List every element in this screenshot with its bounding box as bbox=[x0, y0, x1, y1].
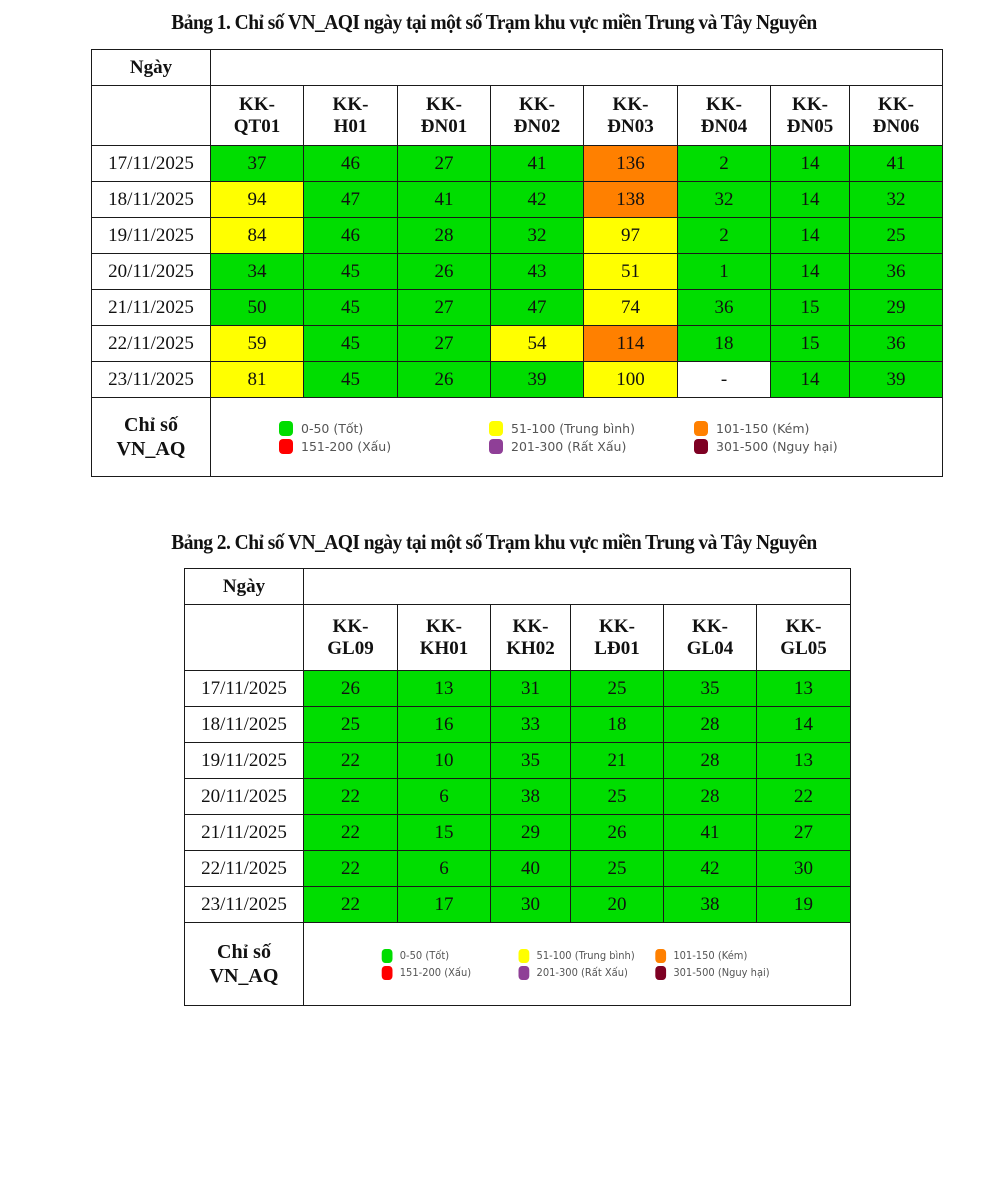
station-header bbox=[211, 86, 304, 146]
station-code: ĐN04 bbox=[700, 115, 748, 137]
aqi-value-cell: 22 bbox=[304, 851, 398, 887]
station-prefix: KK- bbox=[612, 93, 649, 115]
aqi-value-cell: 40 bbox=[491, 851, 571, 887]
aqi-value-cell: 43 bbox=[491, 254, 584, 290]
station-header bbox=[571, 605, 664, 671]
date-cell: 23/11/2025 bbox=[185, 887, 304, 923]
legend-item bbox=[694, 439, 874, 454]
color-swatch-icon bbox=[279, 421, 293, 436]
aqi-value-cell: 22 bbox=[757, 779, 851, 815]
table-row bbox=[185, 887, 851, 923]
date-cell: 18/11/2025 bbox=[92, 182, 211, 218]
aqi-value-cell: 25 bbox=[571, 779, 664, 815]
aqi-value-cell: 14 bbox=[771, 182, 850, 218]
aqi-value-cell: 27 bbox=[398, 326, 491, 362]
color-swatch-icon bbox=[694, 439, 708, 454]
header-row-1 bbox=[92, 50, 943, 86]
aqi-value-cell: 2 bbox=[678, 146, 771, 182]
station-code: GL04 bbox=[686, 637, 734, 659]
aqi-value-cell: 59 bbox=[211, 326, 304, 362]
aqi-value-cell: 39 bbox=[491, 362, 584, 398]
table-row bbox=[185, 779, 851, 815]
aqi-value-cell: 28 bbox=[664, 743, 757, 779]
station-code: ĐN01 bbox=[420, 115, 468, 137]
table-row bbox=[185, 671, 851, 707]
aqi-value-cell: 2 bbox=[678, 218, 771, 254]
aqi-value-cell: 42 bbox=[664, 851, 757, 887]
legend-title-line-2: VN_AQ bbox=[116, 438, 186, 460]
aqi-table-2 bbox=[184, 568, 851, 1006]
aqi-value-cell: 29 bbox=[491, 815, 571, 851]
aqi-value-cell: 100 bbox=[584, 362, 678, 398]
station-header bbox=[664, 605, 757, 671]
station-header bbox=[584, 86, 678, 146]
aqi-value-cell: 13 bbox=[757, 671, 851, 707]
aqi-value-cell: 30 bbox=[757, 851, 851, 887]
legend-title-line-1: Chỉ số bbox=[124, 414, 178, 436]
legend-item bbox=[694, 421, 874, 436]
aqi-value-cell: 15 bbox=[771, 290, 850, 326]
aqi-value-cell: - bbox=[678, 362, 771, 398]
aqi-value-cell: 20 bbox=[571, 887, 664, 923]
table-row bbox=[92, 326, 943, 362]
legend-cell bbox=[304, 923, 851, 1006]
aqi-value-cell: 41 bbox=[664, 815, 757, 851]
station-prefix: KK- bbox=[426, 615, 462, 637]
station-prefix: KK- bbox=[785, 615, 822, 637]
aqi-value-cell: 38 bbox=[664, 887, 757, 923]
color-swatch-icon bbox=[519, 949, 530, 963]
station-prefix: KK- bbox=[426, 93, 462, 115]
aqi-value-cell: 42 bbox=[491, 182, 584, 218]
aqi-value-cell: 136 bbox=[584, 146, 678, 182]
legend-label: 0-50 (Tốt) bbox=[399, 949, 450, 962]
aqi-value-cell: 47 bbox=[491, 290, 584, 326]
aqi-value-cell: 25 bbox=[571, 671, 664, 707]
station-prefix: KK- bbox=[512, 615, 549, 637]
station-header bbox=[771, 86, 850, 146]
legend-label: 151-200 (Xấu) bbox=[301, 438, 392, 454]
header-row-2 bbox=[185, 605, 851, 671]
legend-label: 101-150 (Kém) bbox=[673, 949, 748, 962]
aqi-value-cell: 1 bbox=[678, 254, 771, 290]
aqi-value-cell: 15 bbox=[398, 815, 491, 851]
aqi-value-cell: 34 bbox=[211, 254, 304, 290]
aqi-value-cell: 22 bbox=[304, 815, 398, 851]
aqi-table-1 bbox=[91, 49, 943, 477]
aqi-value-cell: 27 bbox=[398, 290, 491, 326]
aqi-value-cell: 94 bbox=[211, 182, 304, 218]
legend-label: 301-500 (Nguy hại) bbox=[673, 966, 770, 979]
table-row bbox=[92, 146, 943, 182]
aqi-value-cell: 19 bbox=[757, 887, 851, 923]
legend-title bbox=[185, 923, 304, 1006]
aqi-value-cell: 38 bbox=[491, 779, 571, 815]
date-cell: 22/11/2025 bbox=[92, 326, 211, 362]
table-row bbox=[92, 218, 943, 254]
aqi-value-cell: 21 bbox=[571, 743, 664, 779]
aqi-value-cell: 31 bbox=[491, 671, 571, 707]
table-row bbox=[92, 290, 943, 326]
table-row bbox=[185, 707, 851, 743]
legend-item bbox=[519, 949, 656, 963]
empty-header-cell bbox=[92, 86, 211, 146]
aqi-value-cell: 22 bbox=[304, 887, 398, 923]
aqi-value-cell: 81 bbox=[211, 362, 304, 398]
legend-item bbox=[489, 421, 694, 436]
legend-row bbox=[92, 398, 943, 477]
aqi-value-cell: 74 bbox=[584, 290, 678, 326]
legend-item bbox=[655, 949, 772, 963]
aqi-value-cell: 32 bbox=[678, 182, 771, 218]
aqi-legend bbox=[331, 949, 822, 980]
header-row-1 bbox=[185, 569, 851, 605]
legend-item bbox=[279, 439, 489, 454]
table-row bbox=[185, 743, 851, 779]
aqi-value-cell: 36 bbox=[850, 254, 943, 290]
aqi-value-cell: 14 bbox=[771, 146, 850, 182]
color-swatch-icon bbox=[519, 966, 530, 980]
aqi-value-cell: 97 bbox=[584, 218, 678, 254]
aqi-value-cell: 28 bbox=[398, 218, 491, 254]
color-swatch-icon bbox=[489, 421, 503, 436]
legend-item bbox=[279, 421, 489, 436]
date-cell: 23/11/2025 bbox=[92, 362, 211, 398]
station-code: ĐN03 bbox=[607, 115, 654, 137]
station-prefix: KK- bbox=[878, 93, 914, 115]
legend-label: 301-500 (Nguy hại) bbox=[716, 438, 838, 454]
station-prefix: KK- bbox=[706, 93, 742, 115]
aqi-value-cell: 32 bbox=[850, 182, 943, 218]
legend-item bbox=[519, 966, 656, 980]
table-row bbox=[185, 851, 851, 887]
aqi-value-cell: 35 bbox=[664, 671, 757, 707]
station-code: H01 bbox=[333, 115, 368, 137]
aqi-legend bbox=[211, 421, 942, 454]
aqi-value-cell: 6 bbox=[398, 779, 491, 815]
legend-item bbox=[489, 439, 694, 454]
legend-label: 151-200 (Xấu) bbox=[399, 966, 472, 979]
station-prefix: KK- bbox=[599, 615, 635, 637]
aqi-value-cell: 37 bbox=[211, 146, 304, 182]
aqi-value-cell: 26 bbox=[571, 815, 664, 851]
station-code: GL09 bbox=[327, 637, 374, 659]
legend-title-line-2: VN_AQ bbox=[209, 965, 279, 987]
color-swatch-icon bbox=[279, 439, 293, 454]
aqi-value-cell: 47 bbox=[304, 182, 398, 218]
station-header bbox=[304, 605, 398, 671]
legend-title bbox=[92, 398, 211, 477]
stations-header-span bbox=[211, 50, 943, 86]
aqi-value-cell: 36 bbox=[678, 290, 771, 326]
aqi-value-cell: 46 bbox=[304, 218, 398, 254]
aqi-value-cell: 25 bbox=[571, 851, 664, 887]
station-prefix: KK- bbox=[692, 615, 728, 637]
aqi-value-cell: 13 bbox=[757, 743, 851, 779]
legend-label: 201-300 (Rất Xấu) bbox=[536, 966, 628, 979]
station-header bbox=[757, 605, 851, 671]
color-swatch-icon bbox=[382, 966, 393, 980]
station-code: GL05 bbox=[780, 637, 827, 659]
date-cell: 21/11/2025 bbox=[92, 290, 211, 326]
date-cell: 17/11/2025 bbox=[92, 146, 211, 182]
aqi-value-cell: 13 bbox=[398, 671, 491, 707]
date-header: Ngày bbox=[185, 569, 304, 605]
legend-row bbox=[185, 923, 851, 1006]
station-prefix: KK- bbox=[332, 93, 369, 115]
table-row bbox=[92, 254, 943, 290]
date-cell: 18/11/2025 bbox=[185, 707, 304, 743]
station-prefix: KK- bbox=[519, 93, 555, 115]
station-prefix: KK- bbox=[792, 93, 828, 115]
aqi-value-cell: 51 bbox=[584, 254, 678, 290]
aqi-value-cell: 45 bbox=[304, 326, 398, 362]
date-cell: 20/11/2025 bbox=[185, 779, 304, 815]
stations-header-span bbox=[304, 569, 851, 605]
station-header bbox=[398, 605, 491, 671]
aqi-value-cell: 138 bbox=[584, 182, 678, 218]
station-header bbox=[304, 86, 398, 146]
color-swatch-icon bbox=[655, 966, 666, 980]
aqi-value-cell: 22 bbox=[304, 743, 398, 779]
aqi-value-cell: 26 bbox=[398, 362, 491, 398]
station-header bbox=[678, 86, 771, 146]
station-header bbox=[850, 86, 943, 146]
color-swatch-icon bbox=[655, 949, 666, 963]
table1-title: Bảng 1. Chỉ số VN_AQI ngày tại một số Trạm khu vực miền Trung và Tây Nguyên bbox=[171, 10, 817, 34]
station-code: ĐN02 bbox=[513, 115, 561, 137]
station-code: KH01 bbox=[419, 637, 469, 659]
empty-header-cell bbox=[185, 605, 304, 671]
aqi-value-cell: 84 bbox=[211, 218, 304, 254]
legend-label: 0-50 (Tốt) bbox=[301, 420, 364, 436]
aqi-value-cell: 114 bbox=[584, 326, 678, 362]
legend-title-line-1: Chỉ số bbox=[217, 941, 271, 963]
date-cell: 21/11/2025 bbox=[185, 815, 304, 851]
aqi-value-cell: 41 bbox=[491, 146, 584, 182]
date-cell: 19/11/2025 bbox=[92, 218, 211, 254]
legend-item bbox=[382, 949, 519, 963]
station-code: KH02 bbox=[506, 637, 555, 659]
aqi-value-cell: 50 bbox=[211, 290, 304, 326]
aqi-value-cell: 16 bbox=[398, 707, 491, 743]
table2-title: Bảng 2. Chỉ số VN_AQI ngày tại một số Trạm khu vực miền Trung và Tây Nguyên bbox=[171, 530, 817, 554]
station-code: ĐN05 bbox=[786, 115, 834, 137]
station-header bbox=[491, 605, 571, 671]
aqi-value-cell: 45 bbox=[304, 290, 398, 326]
aqi-value-cell: 14 bbox=[771, 218, 850, 254]
station-code: LĐ01 bbox=[594, 637, 640, 659]
legend-label: 51-100 (Trung bình) bbox=[511, 420, 635, 436]
aqi-value-cell: 6 bbox=[398, 851, 491, 887]
color-swatch-icon bbox=[489, 439, 503, 454]
station-code: ĐN06 bbox=[872, 115, 920, 137]
legend-cell bbox=[211, 398, 943, 477]
legend-item bbox=[655, 966, 772, 980]
station-code: QT01 bbox=[233, 115, 281, 137]
header-row-2 bbox=[92, 86, 943, 146]
table-row bbox=[92, 362, 943, 398]
aqi-value-cell: 27 bbox=[757, 815, 851, 851]
aqi-value-cell: 39 bbox=[850, 362, 943, 398]
aqi-value-cell: 45 bbox=[304, 362, 398, 398]
legend-label: 201-300 (Rất Xấu) bbox=[511, 438, 627, 454]
aqi-value-cell: 14 bbox=[771, 362, 850, 398]
aqi-value-cell: 41 bbox=[398, 182, 491, 218]
aqi-value-cell: 35 bbox=[491, 743, 571, 779]
aqi-value-cell: 26 bbox=[304, 671, 398, 707]
aqi-value-cell: 25 bbox=[304, 707, 398, 743]
color-swatch-icon bbox=[694, 421, 708, 436]
aqi-value-cell: 14 bbox=[757, 707, 851, 743]
aqi-value-cell: 41 bbox=[850, 146, 943, 182]
date-header: Ngày bbox=[92, 50, 211, 86]
aqi-value-cell: 33 bbox=[491, 707, 571, 743]
aqi-value-cell: 18 bbox=[678, 326, 771, 362]
color-swatch-icon bbox=[382, 949, 393, 963]
table-row bbox=[185, 815, 851, 851]
table-row bbox=[92, 182, 943, 218]
aqi-value-cell: 18 bbox=[571, 707, 664, 743]
date-cell: 20/11/2025 bbox=[92, 254, 211, 290]
aqi-value-cell: 36 bbox=[850, 326, 943, 362]
aqi-value-cell: 22 bbox=[304, 779, 398, 815]
aqi-value-cell: 30 bbox=[491, 887, 571, 923]
aqi-value-cell: 10 bbox=[398, 743, 491, 779]
date-cell: 19/11/2025 bbox=[185, 743, 304, 779]
station-header bbox=[398, 86, 491, 146]
aqi-value-cell: 28 bbox=[664, 707, 757, 743]
aqi-value-cell: 15 bbox=[771, 326, 850, 362]
aqi-value-cell: 17 bbox=[398, 887, 491, 923]
legend-label: 101-150 (Kém) bbox=[716, 420, 810, 436]
aqi-value-cell: 32 bbox=[491, 218, 584, 254]
aqi-value-cell: 25 bbox=[850, 218, 943, 254]
aqi-value-cell: 27 bbox=[398, 146, 491, 182]
station-prefix: KK- bbox=[239, 93, 275, 115]
station-header bbox=[491, 86, 584, 146]
aqi-value-cell: 54 bbox=[491, 326, 584, 362]
aqi-value-cell: 29 bbox=[850, 290, 943, 326]
station-prefix: KK- bbox=[332, 615, 369, 637]
aqi-value-cell: 26 bbox=[398, 254, 491, 290]
date-cell: 17/11/2025 bbox=[185, 671, 304, 707]
aqi-value-cell: 14 bbox=[771, 254, 850, 290]
date-cell: 22/11/2025 bbox=[185, 851, 304, 887]
aqi-value-cell: 28 bbox=[664, 779, 757, 815]
aqi-value-cell: 46 bbox=[304, 146, 398, 182]
legend-label: 51-100 (Trung bình) bbox=[536, 949, 635, 962]
legend-item bbox=[382, 966, 519, 980]
aqi-value-cell: 45 bbox=[304, 254, 398, 290]
